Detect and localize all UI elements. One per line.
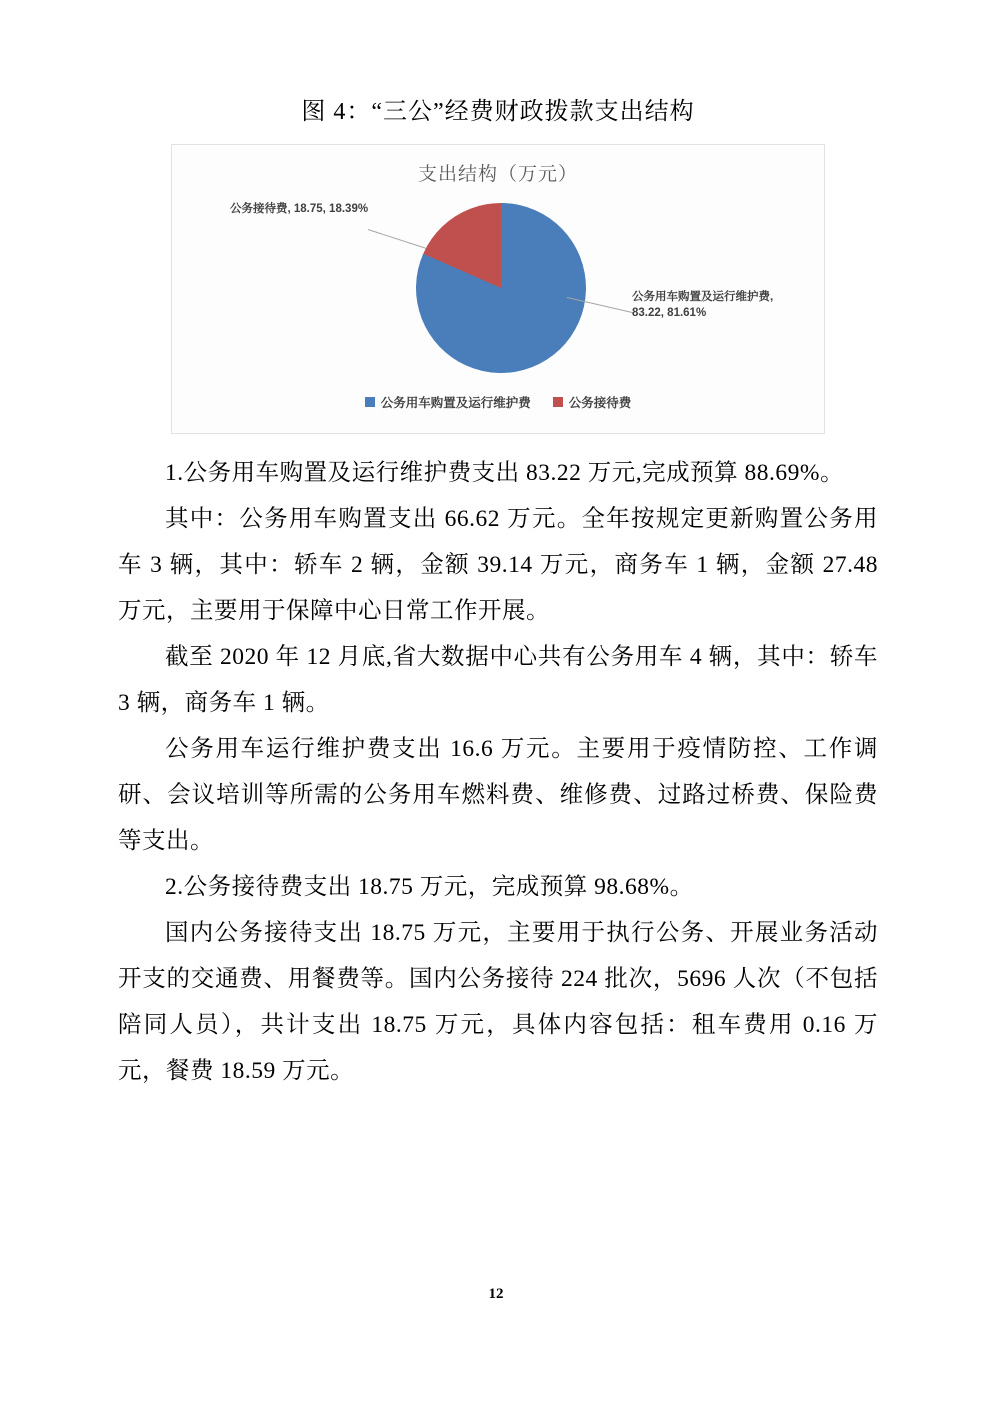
figure-caption: 图 4：“三公”经费财政拨款支出结构	[301, 99, 695, 125]
legend-label-vehicle: 公务用车购置及运行维护费	[380, 395, 531, 410]
page-content	[118, 96, 878, 1094]
legend-label-reception: 公务接待费	[568, 395, 632, 410]
pie-graphic	[416, 203, 586, 373]
paragraph: 国内公务接待支出 18.75 万元，主要用于执行公务、开展业务活动开支的交通费、用餐费等。国内公务接待 224 批次，5696 人次（不包括陪同人员），共计支出 18.75 万元，具体内容包括：租车费用 0.16 万元，餐费 18.59 万元。	[118, 919, 878, 1084]
paragraph: 1.公务用车购置及运行维护费支出 83.22 万元,完成预算 88.69%。	[165, 459, 844, 486]
legend-item-reception	[553, 393, 632, 411]
legend-swatch-icon	[553, 397, 563, 407]
chart-label-reception: 公务接待费, 18.75, 18.39%	[230, 202, 369, 215]
paragraph: 其中：公务用车购置支出 66.62 万元。全年按规定更新购置公务用车 3 辆，其中：轿车 2 辆，金额 39.14 万元，商务车 1 辆，金额 27.48 万元，主要用于保障中心日常工作开展。	[118, 505, 878, 624]
paragraph: 公务用车运行维护费支出 16.6 万元。主要用于疫情防控、工作调研、会议培训等所需的公务用车燃料费、维修费、过路过桥费、保险费等支出。	[118, 735, 878, 854]
legend-swatch-icon	[365, 397, 375, 407]
pie-chart	[171, 144, 825, 434]
chart-legend	[172, 393, 824, 411]
chart-title: 支出结构（万元）	[417, 163, 578, 185]
pie-slices	[389, 176, 613, 400]
paragraph: 截至 2020 年 12 月底,省大数据中心共有公务用车 4 辆，其中：轿车 3 辆，商务车 1 辆。	[118, 643, 878, 716]
paragraph: 2.公务接待费支出 18.75 万元，完成预算 98.68%。	[165, 873, 694, 900]
chart-label-vehicle: 公务用车购置及运行维护费, 83.22, 81.61%	[632, 290, 774, 320]
page-number: 12	[488, 1286, 504, 1302]
legend-item-vehicle	[365, 393, 531, 411]
